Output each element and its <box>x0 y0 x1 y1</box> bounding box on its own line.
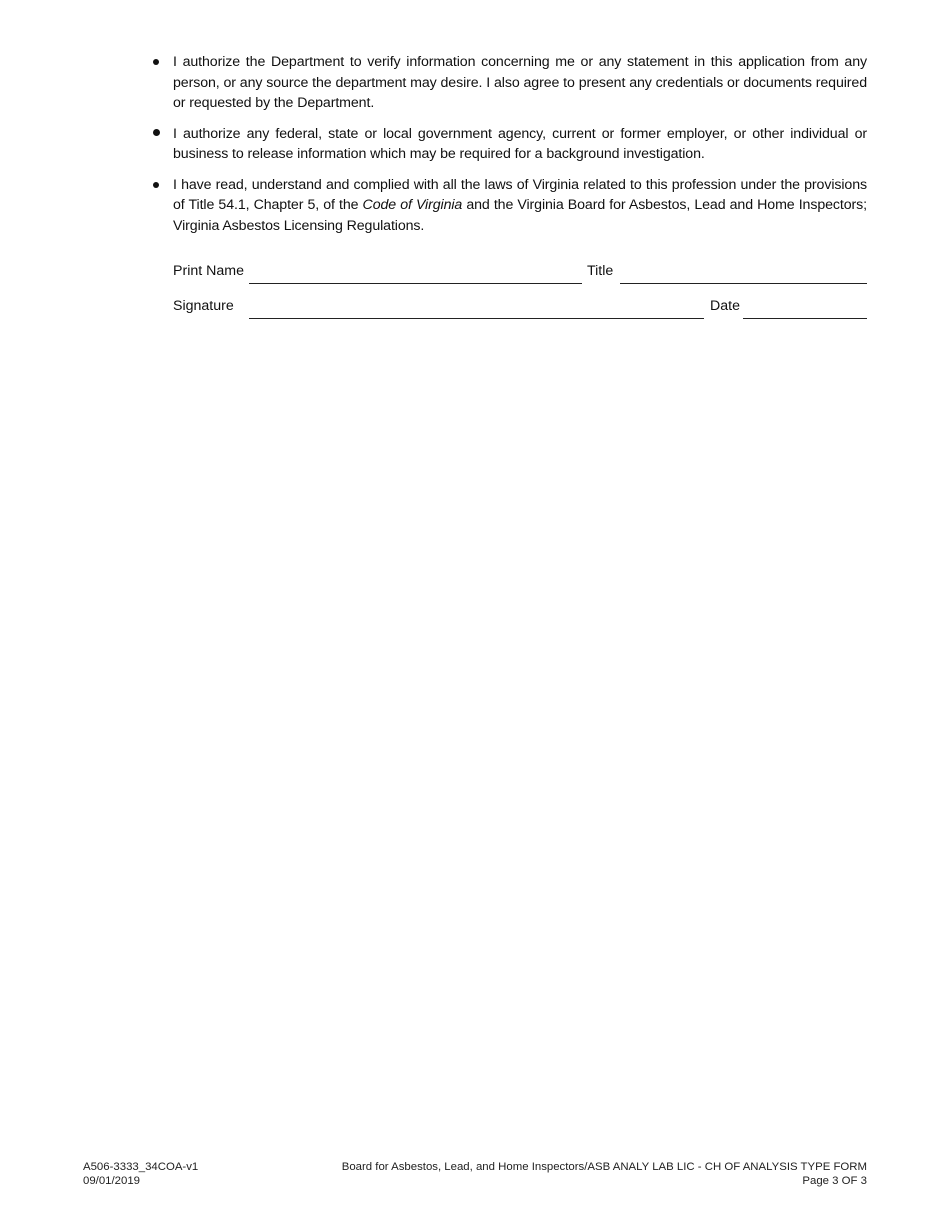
signature-field[interactable] <box>249 318 704 319</box>
page-number: Page 3 OF 3 <box>802 1175 867 1187</box>
code-of-virginia-emphasis: Code of Virginia <box>362 197 463 213</box>
bullet-icon <box>153 182 159 188</box>
attestation-text-part: and the Virginia Board for Asbestos, Lead and Home Inspectors; Virginia Asbestos Licensing Regulations. <box>173 197 867 234</box>
form-title: Board for Asbestos, Lead, and Home Inspectors/ASB ANALY LAB LIC - CH OF ANALYSIS TYPE FORM <box>341 1161 867 1173</box>
name-title-row <box>173 263 867 287</box>
date-field[interactable] <box>743 318 867 319</box>
title-label: Title <box>587 263 614 279</box>
signature-date-row <box>173 298 867 322</box>
attestation-text-part: I have read, understand and complied with all the laws of Virginia related to this profession under the provisions of Title 54.1, Chapter 5, of the <box>173 176 867 213</box>
footer-form-info <box>83 1160 198 1188</box>
print-name-field[interactable] <box>249 283 582 284</box>
attestation-text <box>173 177 867 234</box>
form-date: 09/01/2019 <box>83 1175 141 1187</box>
attestation-list <box>151 52 867 246</box>
attestation-text: I authorize the Department to verify information concerning me or any statement in this application from any person, or any source the department may desire. I also agree to present any credentials or documents required or requested by the Department. <box>173 54 867 111</box>
print-name-label: Print Name <box>173 263 244 279</box>
attestation-item <box>151 52 867 114</box>
attestation-text: I authorize any federal, state or local government agency, current or former employer, or other individual or business to release information which may be required for a background investigation. <box>173 125 867 162</box>
title-field[interactable] <box>620 283 867 284</box>
form-code: A506-3333_34COA-v1 <box>83 1161 199 1173</box>
attestation-item <box>151 124 867 165</box>
attestation-item <box>151 175 867 237</box>
date-label: Date <box>710 298 740 314</box>
bullet-icon <box>153 59 159 65</box>
footer-page-info <box>342 1160 867 1188</box>
bullet-icon <box>153 129 160 136</box>
signature-label: Signature <box>173 298 234 314</box>
